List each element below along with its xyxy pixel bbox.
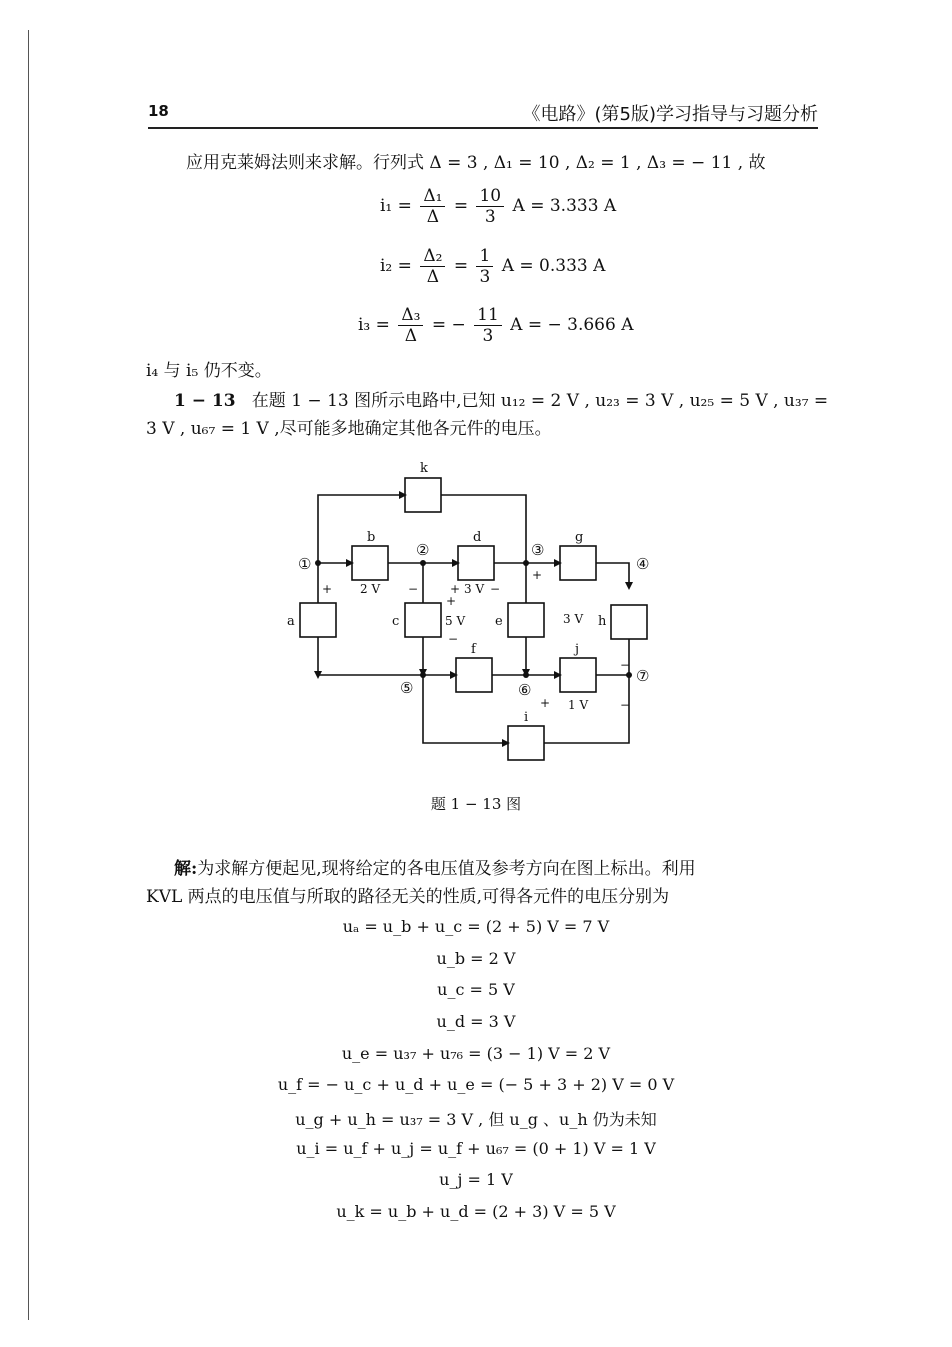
svg-text:+: + xyxy=(322,582,333,596)
solution-eq-a: uₐ = u_b + u_c = (2 + 5) V = 7 V xyxy=(342,917,610,936)
solution-line-2: KVL 两点的电压值与所取的路径无关的性质,可得各元件的电压分别为 xyxy=(146,887,670,907)
intro-text: 应用克莱姆法则来求解。行列式 Δ = 3 , Δ₁ = 10 , Δ₂ = 1 , Δ₃ = − 11 , 故 xyxy=(186,153,766,173)
solution-eq-b: u_b = 2 V xyxy=(436,949,516,968)
node-2: ② xyxy=(416,541,430,559)
voltage-b: 2 V xyxy=(360,582,381,596)
element-b xyxy=(352,546,388,580)
element-a xyxy=(300,603,336,637)
equation-i1: i₁ = $\frac{\text{Δ₁}}{\Delta}$ = $\frac{10}{3}$ A = 3.333 A xyxy=(380,186,617,227)
solution-eq-c: u_c = 5 V xyxy=(437,980,515,999)
solution-eq-k: u_k = u_b + u_d = (2 + 3) V = 5 V xyxy=(336,1202,616,1221)
svg-text:+: + xyxy=(540,696,551,710)
svg-text:−: − xyxy=(620,658,631,672)
problem-line-1: 1 − 13 在题 1 − 13 图所示电路中,已知 u₁₂ = 2 V , u₂₃ = 3 V , u₂₅ = 5 V , u₃₇ = xyxy=(174,391,829,411)
element-f xyxy=(456,658,492,692)
label-d: d xyxy=(473,530,482,545)
label-i: i xyxy=(524,710,529,725)
node-6: ⑥ xyxy=(518,681,532,699)
label-a: a xyxy=(287,614,295,629)
element-e xyxy=(508,603,544,637)
solution-label: 解: xyxy=(174,859,198,879)
voltage-d: 3 V xyxy=(464,582,485,596)
solution-eq-f: u_f = − u_c + u_d + u_e = (− 5 + 3 + 2) V = 0 V xyxy=(277,1075,675,1094)
svg-text:−: − xyxy=(408,582,419,596)
circuit-diagram xyxy=(260,455,680,775)
label-c: c xyxy=(392,614,400,629)
label-f: f xyxy=(471,642,476,657)
svg-text:−: − xyxy=(448,632,459,646)
running-title: 《电路》(第5版)学习指导与习题分析 xyxy=(522,104,818,125)
element-i xyxy=(508,726,544,760)
label-b: b xyxy=(367,530,376,545)
node-3: ③ xyxy=(531,541,545,559)
label-j: j xyxy=(575,642,580,657)
page-number: 18 xyxy=(148,102,169,120)
header-rule xyxy=(148,127,818,129)
element-d xyxy=(458,546,494,580)
svg-text:+: + xyxy=(450,582,461,596)
voltage-c: 5 V xyxy=(445,614,466,628)
figure-caption: 题 1 − 13 图 xyxy=(430,795,522,813)
svg-text:+: + xyxy=(446,594,457,608)
voltage-37: 3 V xyxy=(563,612,584,626)
label-e: e xyxy=(495,614,503,629)
node-4: ④ xyxy=(636,555,650,573)
label-k: k xyxy=(420,461,428,476)
element-j xyxy=(560,658,596,692)
problem-number: 1 − 13 xyxy=(174,391,236,411)
wire-k-right xyxy=(441,495,526,563)
svg-text:−: − xyxy=(620,698,631,712)
problem-line-2: 3 V , u₆₇ = 1 V ,尽可能多地确定其他各元件的电压。 xyxy=(146,419,552,439)
element-g xyxy=(560,546,596,580)
node-7: ⑦ xyxy=(636,667,650,685)
svg-text:−: − xyxy=(490,582,501,596)
element-c xyxy=(405,603,441,637)
solution-eq-d: u_d = 3 V xyxy=(436,1012,516,1031)
svg-text:+: + xyxy=(532,568,543,582)
node-5: ⑤ xyxy=(400,679,414,697)
node-1: ① xyxy=(298,555,312,573)
wire-k-left xyxy=(318,495,405,563)
solution-eq-j: u_j = 1 V xyxy=(439,1170,513,1189)
equation-i3: i₃ = $\frac{\text{Δ₃}}{\Delta}$ = − $\frac{11}{3}$ A = − 3.666 A xyxy=(358,305,634,346)
element-h xyxy=(611,605,647,639)
note-text: i₄ 与 i₅ 仍不变。 xyxy=(146,361,272,381)
solution-line-1: 解:为求解方便起见,现将给定的各电压值及参考方向在图上标出。利用 xyxy=(174,859,696,879)
voltage-j: 1 V xyxy=(568,698,589,712)
label-g: g xyxy=(575,530,584,545)
solution-eq-gh: u_g + u_h = u₃₇ = 3 V , 但 u_g 、u_h 仍为未知 xyxy=(295,1110,657,1129)
element-k xyxy=(405,478,441,512)
equation-i2: i₂ = $\frac{\text{Δ₂}}{\Delta}$ = $\frac{1}{3}$ A = 0.333 A xyxy=(380,246,606,287)
label-h: h xyxy=(598,614,607,629)
solution-eq-i: u_i = u_f + u_j = u_f + u₆₇ = (0 + 1) V = 1 V xyxy=(296,1139,656,1158)
solution-eq-e: u_e = u₃₇ + u₇₆ = (3 − 1) V = 2 V xyxy=(341,1044,611,1063)
